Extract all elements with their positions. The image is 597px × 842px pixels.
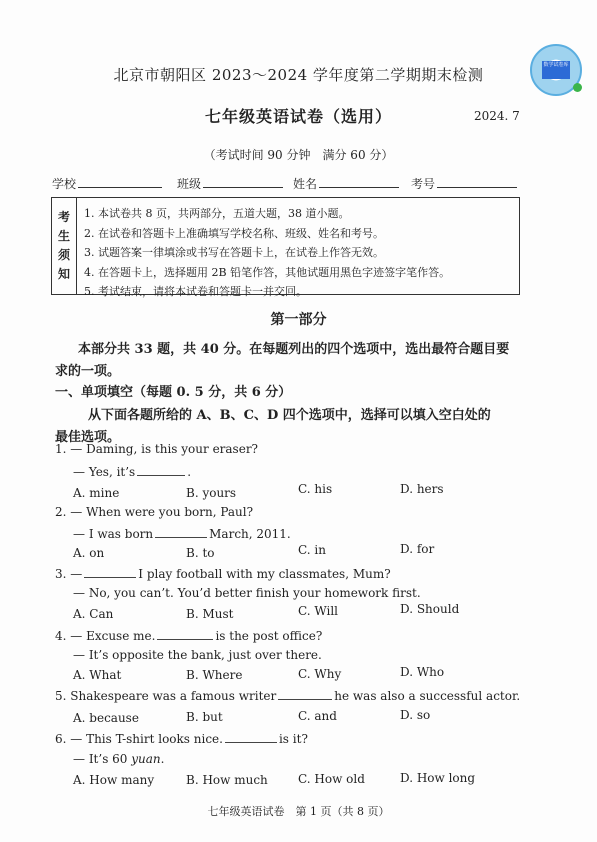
school-label: 学校	[52, 177, 77, 191]
option-d[interactable]: D. How long	[400, 771, 476, 785]
option-d[interactable]: D. for	[400, 542, 435, 556]
question-4-line2: — It’s opposite the bank, just over there.	[73, 648, 322, 662]
option-c[interactable]: C. in	[298, 543, 326, 557]
option-d[interactable]: D. Who	[400, 665, 445, 679]
option-b[interactable]: B. Where	[186, 668, 243, 682]
option-c[interactable]: C. his	[298, 482, 333, 496]
option-a[interactable]: A. Can	[73, 607, 114, 621]
answer-blank[interactable]	[278, 688, 332, 700]
answer-blank[interactable]	[157, 628, 213, 640]
notice-item: 5. 考试结束，请将本试卷和答题卡一并交回。	[84, 285, 307, 298]
question-3-line1: 3. — I play football with my classmates, Mum?	[55, 567, 391, 581]
section-intro: 从下面各题所给的 A、B、C、D 四个选项中，选择可以填入空白处的	[88, 408, 491, 423]
option-c[interactable]: C. Why	[298, 667, 342, 681]
exam-title: 北京市朝阳区 2023～2024 学年度第二学期期末检测	[113, 66, 484, 84]
option-a[interactable]: A. mine	[73, 486, 120, 500]
part-title: 第一部分	[270, 312, 327, 328]
option-a[interactable]: A. because	[73, 711, 139, 725]
question-1-line1: 1. — Daming, is this your eraser?	[55, 442, 258, 456]
school-blank[interactable]	[78, 175, 162, 188]
question-1-line2: — Yes, it’s .	[73, 465, 192, 479]
notice-item: 3. 试题答案一律填涂或书写在答题卡上，在试卷上作答无效。	[84, 246, 384, 259]
question-6-line1: 6. — This T-shirt looks nice. is it?	[55, 732, 308, 746]
answer-blank[interactable]	[84, 566, 136, 578]
number-label: 考号	[411, 177, 436, 191]
name-blank[interactable]	[319, 175, 399, 188]
name-field[interactable]	[293, 175, 399, 192]
option-b[interactable]: B. but	[186, 710, 223, 724]
question-3-line2: — No, you can’t. You’d better finish your homework first.	[73, 586, 421, 600]
answer-blank[interactable]	[155, 526, 207, 538]
exam-date: 2024. 7	[474, 109, 520, 123]
option-b[interactable]: B. How much	[186, 773, 268, 787]
option-c[interactable]: C. Will	[298, 604, 339, 618]
qr-badge: 数学试卷库	[542, 61, 570, 79]
part-intro-cont: 求的一项。	[55, 364, 121, 379]
answer-blank[interactable]	[137, 464, 185, 476]
notice-item: 2. 在试卷和答题卡上准确填写学校名称、班级、姓名和考号。	[84, 226, 384, 240]
question-5-line1: 5. Shakespeare was a famous writer he was also a successful actor.	[55, 689, 521, 703]
name-label: 姓名	[293, 177, 318, 191]
class-field[interactable]	[177, 175, 283, 192]
option-d[interactable]: D. so	[400, 708, 431, 722]
class-blank[interactable]	[203, 175, 283, 188]
number-field[interactable]	[411, 175, 517, 192]
option-c[interactable]: C. How old	[298, 772, 365, 786]
section-intro-cont: 最佳选项。	[55, 430, 121, 445]
option-a[interactable]: A. What	[73, 668, 122, 682]
notice-list	[84, 204, 450, 302]
notice-side-label: 考 生 须 知	[52, 198, 77, 294]
exam-duration: （考试时间 90 分钟 满分 60 分）	[203, 148, 394, 162]
question-6-line2: — It’s 60 yuan.	[73, 752, 165, 766]
school-field[interactable]	[52, 175, 162, 192]
option-c[interactable]: C. and	[298, 709, 337, 723]
part-intro: 本部分共 33 题，共 40 分。在每题列出的四个选项中，选出最符合题目要	[78, 342, 510, 357]
answer-blank[interactable]	[225, 731, 277, 743]
number-blank[interactable]	[437, 175, 517, 188]
page-footer: 七年级英语试卷 第 1 页（共 8 页）	[207, 805, 390, 818]
option-a[interactable]: A. on	[73, 546, 105, 560]
notice-item: 4. 在答题卡上，选择题用 2B 铅笔作答，其他试题用黑色字迹签字笔作答。	[84, 265, 451, 279]
question-2-line2: — I was born March, 2011.	[73, 527, 291, 541]
option-d[interactable]: D. Should	[400, 602, 460, 616]
paper-title: 七年级英语试卷（选用）	[204, 107, 392, 126]
notice-item: 1. 本试卷共 8 页，共两部分，五道大题，38 道小题。	[84, 207, 350, 220]
option-b[interactable]: B. yours	[186, 486, 237, 500]
question-4-line1: 4. — Excuse me. is the post office?	[55, 629, 323, 643]
class-label: 班级	[177, 177, 202, 191]
option-a[interactable]: A. How many	[73, 773, 155, 787]
option-b[interactable]: B. to	[186, 546, 215, 560]
option-b[interactable]: B. Must	[186, 607, 234, 621]
notice-box	[51, 197, 520, 298]
section-title: 一、单项填空（每题 0. 5 分，共 6 分）	[55, 385, 292, 400]
question-2-line1: 2. — When were you born, Paul?	[55, 505, 254, 519]
option-d[interactable]: D. hers	[400, 482, 444, 496]
